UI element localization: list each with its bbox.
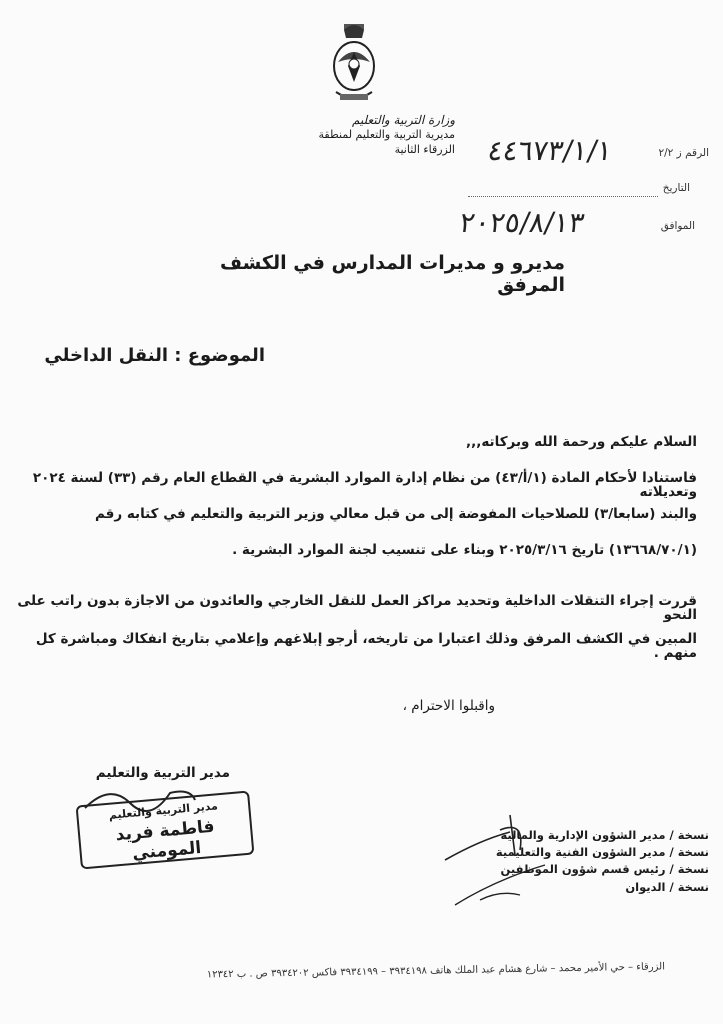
directorate-name: مديرية التربية والتعليم لمنطقة الزرقاء الثانية	[318, 128, 455, 157]
closing: واقبلوا الاحترام ،	[402, 698, 495, 714]
stamp-title: مدير التربية والتعليم	[108, 799, 219, 822]
body-line-2: والبند (سابعا/٣) للصلاحيات المفوضة إلى من قبل معالي وزير التربية والتعليم في كتابه رقم	[94, 506, 697, 522]
body-line-5: المبين في الكشف المرفق وذلك اعتبارا من تاريخه، أرجو إبلاغهم وإعلامي بتاريخ انفكاك ومباشرة كل منهم .	[35, 631, 697, 661]
date-line	[468, 196, 658, 197]
coat-of-arms-icon	[330, 22, 378, 108]
official-stamp	[76, 791, 255, 870]
stamp-name: فاطمة فريد المومني	[114, 816, 216, 864]
body-line-3: (١٣٦٦٨/٧٠/١) تاريخ ٢٠٢٥/٣/١٦ وبناء على تنسيب لجنة الموارد البشرية .	[232, 542, 697, 558]
corresponding-label: الموافق	[660, 220, 695, 232]
subject: الموضوع : النقل الداخلي	[44, 345, 265, 366]
copy-line: نسخة / رئيس قسم شؤون الموظفين	[500, 862, 709, 877]
date-label: التاريخ	[662, 182, 690, 194]
initials-scribble-icon	[440, 810, 555, 910]
corresponding-date: ٢٠٢٥/٨/١٣	[457, 206, 587, 239]
reference-number: ٤٤٦٧٣/١/١	[485, 134, 615, 167]
footer-address: الزرقاء – حي الأمير محمد – شارع هشام عبد الملك هاتف ٣٩٣٤١٩٨ – ٣٩٣٤١٩٩ فاكس ٣٩٣٤٢٠٢ ص . ب ١٢٣٤٢	[206, 961, 666, 981]
ministry-name: وزارة التربية والتعليم	[351, 113, 455, 127]
body-line-4: قررت إجراء التنقلات الداخلية وتحديد مراكز العمل للنقل الخارجي والعائدون من الاجازة بدون راتب على النحو	[17, 593, 697, 623]
greeting: السلام عليكم ورحمة الله وبركاته,,,	[465, 434, 697, 450]
addressee: مديرو و مديرات المدارس في الكشف المرفق	[219, 252, 565, 296]
copy-line: نسخة / الديوان	[625, 879, 709, 894]
signatory-title: مدير التربية والتعليم	[95, 765, 230, 781]
ministry-header	[300, 112, 455, 158]
copy-line: نسخة / مدير الشؤون الفنية والتعليمية	[495, 845, 709, 860]
reference-label: الرقم ز ٢/٢	[658, 147, 709, 159]
copy-line: نسخة / مدير الشؤون الإدارية والمالية	[500, 828, 709, 842]
body-line-1: فاستنادا لأحكام المادة (١/أ/٤٣) من نظام إدارة الموارد البشرية في القطاع العام رقم (٣٣) لسنة ٢٠٢٤ وتعديلاته	[32, 470, 697, 500]
